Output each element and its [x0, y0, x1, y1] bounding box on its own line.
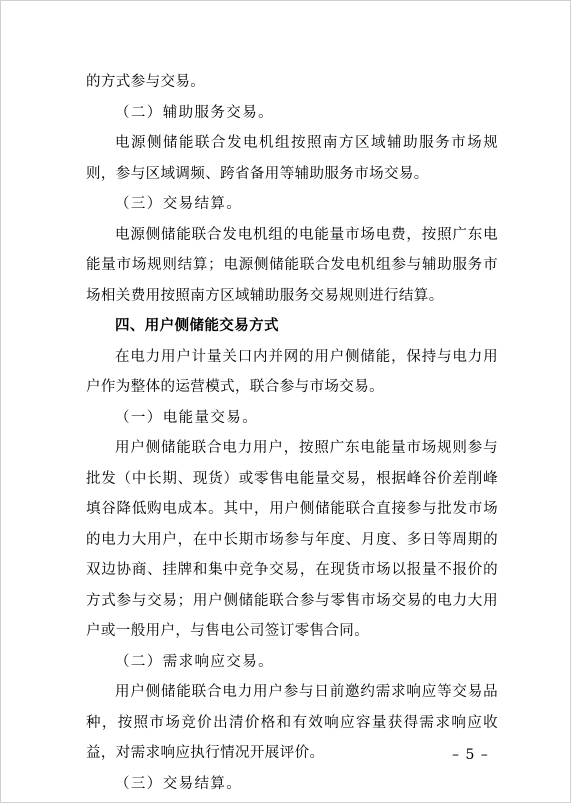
subheading-ancillary-services: （二）辅助服务交易。 [115, 104, 274, 121]
paragraph-settlement-generation: 电源侧储能联合发电机组的电能量市场电费，按照广东电能量市场规则结算；电源侧储能联合发电机组参与辅助服务市场相关费用按照南方区域辅助服务交易规则进行结算。 [86, 226, 498, 304]
subheading-settlement-user: （三）交易结算。 [115, 775, 243, 792]
section-heading-user-side-storage: 四、用户侧储能交易方式 [115, 318, 279, 334]
paragraph-ancillary-services: 电源侧储能联合发电机组按照南方区域辅助服务市场规则，参与区域调频、跨省备用等辅助服务市场交易。 [86, 135, 498, 182]
paragraph-energy-trading: 用户侧储能联合电力用户，按照广东电能量市场规则参与批发（中长期、现货）或零售电能量交易，根据峰谷价差削峰填谷降低购电成本。其中，用户侧储能联合直接参与批发市场的电力大用户，在中长期市场参与年度、月度、多日等周期的双边协商、挂牌和集中竞争交易，在现货市场以报量不报价的方式参与交易；用户侧储能联合参与零售市场交易的电力大用户或一般用户，与售电公司签订零售合同。 [86, 440, 498, 639]
subheading-demand-response: （二）需求响应交易。 [115, 653, 274, 670]
paragraph-continuation: 的方式参与交易。 [86, 74, 206, 90]
subheading-energy-trading: （一）电能量交易。 [115, 409, 259, 426]
document-body [86, 67, 498, 799]
paragraph-demand-response: 用户侧储能联合电力用户参与日前邀约需求响应等交易品种，按照市场竞价出清价格和有效响应容量获得需求响应收益，对需求响应执行情况开展评价。 [86, 684, 498, 761]
subheading-settlement-generation: （三）交易结算。 [115, 196, 243, 212]
paragraph-user-side-intro: 在电力用户计量关口内并网的用户侧储能，保持与电力用户作为整体的运营模式，联合参与市场交易。 [86, 348, 498, 395]
page-number: – 5 – [452, 747, 489, 763]
